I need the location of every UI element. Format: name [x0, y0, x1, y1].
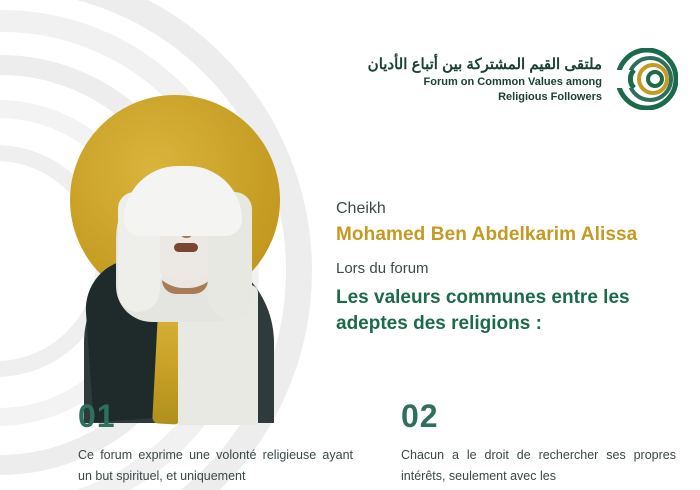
- portrait-headdress-front: [124, 166, 242, 236]
- point-number: 01: [78, 398, 116, 434]
- point-number: 02: [401, 398, 439, 434]
- portrait-mouth: [174, 243, 198, 252]
- point-text: Chacun a le droit de rechercher ses propres intérêts, seulement avec les: [401, 448, 676, 483]
- points-list: [78, 398, 676, 486]
- forum-name-arabic: ملتقى القيم المشتركة بين أتباع الأديان: [367, 55, 602, 73]
- speaker-info: [336, 200, 672, 336]
- forum-name-english-line1: Forum on Common Values among: [423, 75, 602, 88]
- speaker-name: Mohamed Ben Abdelkarim Alissa: [336, 224, 638, 245]
- list-item: [401, 398, 676, 486]
- forum-context-label: Lors du forum: [336, 260, 429, 277]
- forum-topic-title: Les valeurs communes entre les adeptes des religions :: [336, 287, 630, 334]
- list-item: [78, 398, 353, 486]
- speaker-title-label: Cheikh: [336, 200, 386, 217]
- forum-branding: [368, 48, 678, 110]
- point-text: Ce forum exprime une volonté religieuse ayant un but spirituel, et uniquement: [78, 448, 353, 483]
- speaker-portrait: [58, 80, 298, 410]
- forum-spiral-logo-icon: [616, 48, 678, 110]
- forum-name-english-line2: Religious Followers: [498, 90, 602, 103]
- forum-branding-text: [368, 54, 602, 105]
